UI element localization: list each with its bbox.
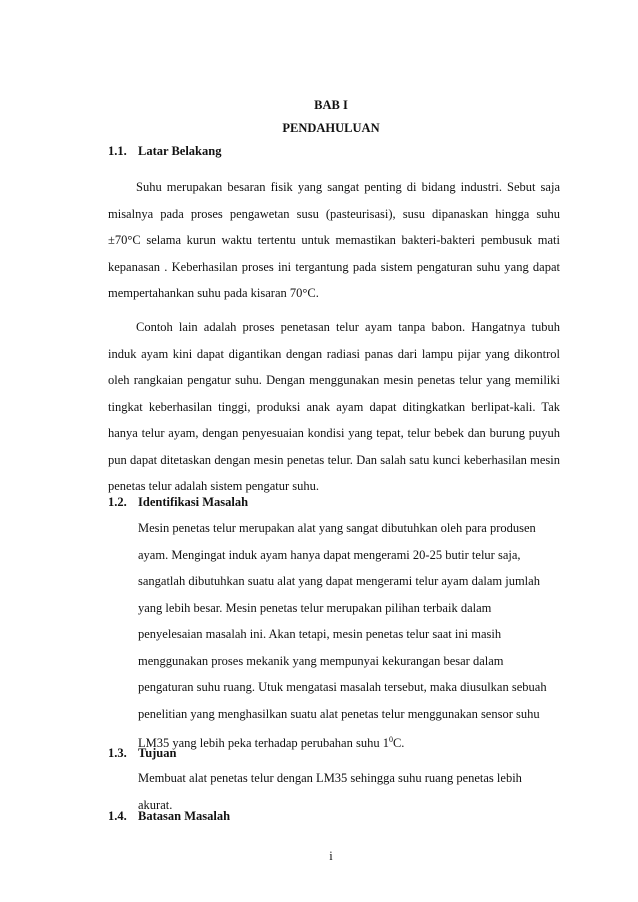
- text-line: penyelesaian masalah ini. Akan tetapi, mesin penetas telur saat ini masih: [138, 627, 502, 641]
- paragraph-latar-belakang-1: [108, 174, 560, 307]
- text-line: ayam. Mengingat induk ayam hanya dapat mengerami 20-25 butir telur saja,: [138, 547, 521, 562]
- text-line: Mesin penetas telur merupakan alat yang sangat dibutuhkan oleh para produsen: [138, 521, 536, 535]
- text-fragment: C.: [392, 736, 405, 751]
- text-line: Membuat alat penetas telur dengan LM35 sehingga suhu ruang penetas lebih: [138, 771, 522, 785]
- section-number: 1.4.: [108, 809, 127, 823]
- text-line: menggunakan proses mekanik yang mempunyai kekurangan besar dalam: [138, 653, 504, 668]
- section-heading-identifikasi-masalah: [108, 495, 248, 510]
- section-heading-batasan-masalah: [108, 809, 230, 824]
- text-line: sangatlah dibutuhkan suatu alat yang dapat mengerami telur ayam dalam jumlah: [138, 574, 540, 588]
- text-line: pengaturan suhu ruang. Utuk mengatasi masalah tersebut, maka diusulkan sebuah: [138, 680, 547, 694]
- paragraph-text: Contoh lain adalah proses penetasan telur ayam tanpa babon. Hangatnya tubuh induk ayam kini dapat digantikan dengan radiasi panas dari lampu pijar yang dikontrol oleh rangkaian pengatur suhu. Dengan menggunakan mesin penetas telur yang memiliki tingkat keberhasilan tinggi, produksi anak ayam dapat ditingkatkan berlipat-kali. Tak hanya telur ayam, dengan penyesuaian kondisi yang tepat, telur bebek dan burung puyuh pun dapat ditetaskan dengan mesin penetas telur. Dan salah satu kunci keberhasilan mesin penetas telur adalah sistem pengatur suhu.: [108, 320, 560, 493]
- section-number: 1.1.: [108, 144, 127, 158]
- section-title: Identifikasi Masalah: [138, 495, 249, 509]
- text-line: [138, 727, 568, 757]
- text-line: akurat.: [138, 797, 173, 812]
- section-heading-tujuan: [108, 746, 176, 761]
- page-number: i: [329, 849, 333, 863]
- section-title: Batasan Masalah: [138, 809, 231, 823]
- text-line: penelitian yang menghasilkan suatu alat penetas telur menggunakan sensor suhu: [138, 706, 540, 721]
- paragraph-text: Suhu merupakan besaran fisik yang sangat penting di bidang industri. Sebut saja misalnya pada proses pengawetan susu (pasteurisasi), susu dipanaskan hingga suhu ±70°C selama kurun waktu tertentu untuk memastikan bakteri-bakteri pembusuk mati kepanasan . Keberhasilan proses ini tergantung pada sistem pengaturan suhu yang dapat mempertahankan suhu pada kisaran 70°C.: [108, 180, 560, 300]
- chapter-label: BAB I: [314, 98, 348, 112]
- section-number: 1.3.: [108, 746, 127, 760]
- chapter-title: PENDAHULUAN: [282, 121, 380, 135]
- superscript-degree: 0: [388, 735, 393, 744]
- text-fragment: LM35 yang lebih peka terhadap perubahan suhu 1: [138, 736, 389, 751]
- section-heading-latar-belakang: [108, 144, 221, 159]
- section-title: Tujuan: [138, 746, 177, 760]
- section-title: Latar Belakang: [138, 144, 222, 158]
- text-line: yang lebih besar. Mesin penetas telur merupakan pilihan terbaik dalam: [138, 600, 492, 615]
- section-number: 1.2.: [108, 495, 127, 509]
- paragraph-latar-belakang-2: [108, 314, 560, 500]
- paragraph-identifikasi-masalah: [138, 515, 568, 757]
